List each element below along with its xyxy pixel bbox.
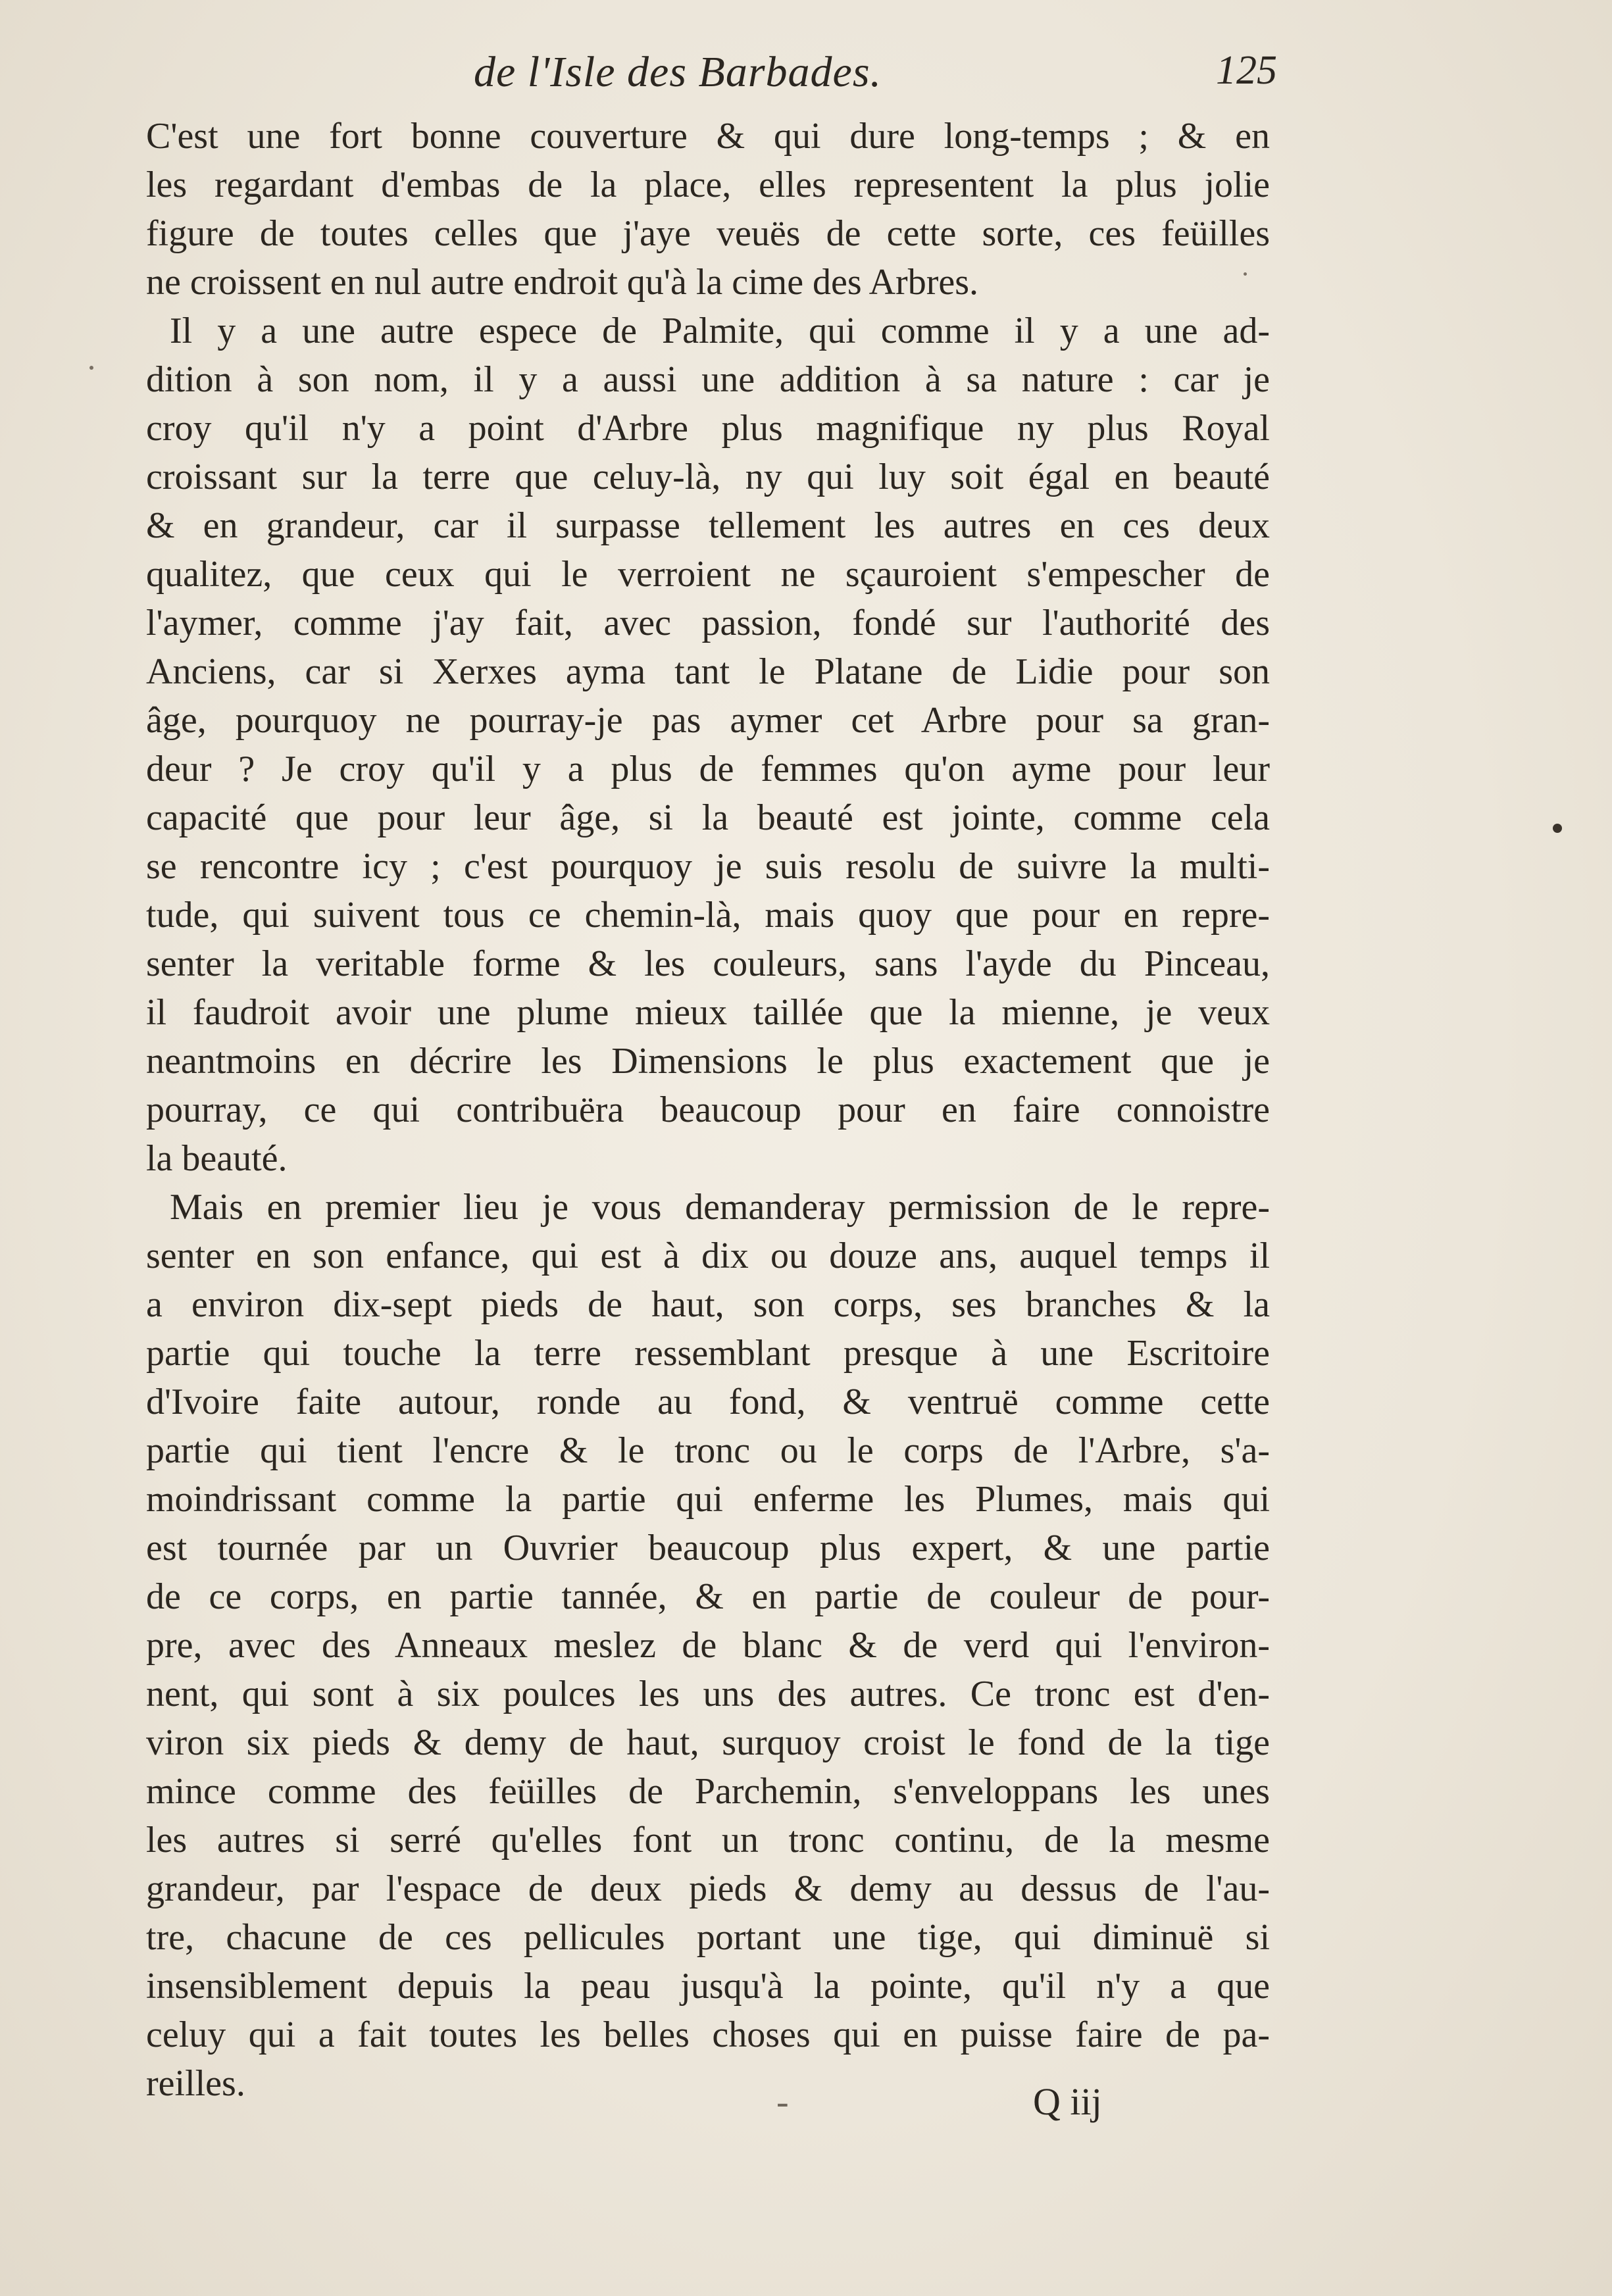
text-line: capacité que pour leur âge, si la beauté est jointe, comme cela — [146, 797, 1270, 838]
text-line: & en grandeur, car il surpasse tellement les autres en ces deux — [146, 505, 1270, 546]
text-line: senter en son enfance, qui est à dix ou douze ans, auquel temps il — [146, 1235, 1270, 1276]
text-line: les autres si serré qu'elles font un tronc continu, de la mesme — [146, 1820, 1270, 1860]
text-line: deur ? Je croy qu'il y a plus de femmes qu'on ayme pour leur — [146, 749, 1270, 789]
ink-speck — [1553, 824, 1562, 833]
text-line: âge, pourquoy ne pourray-je pas aymer cet Arbre pour sa gran- — [146, 700, 1270, 741]
text-line: neantmoins en décrire les Dimensions le plus exactement que je — [146, 1041, 1270, 1082]
ink-speck — [89, 366, 93, 370]
page-number: 125 — [1216, 48, 1277, 93]
text-line: ne croissent en nul autre endroit qu'à la cime des Arbres. — [146, 262, 979, 303]
text-line: pourray, ce qui contribuëra beaucoup pour en faire connoistre — [146, 1089, 1270, 1130]
page-footer — [0, 2078, 1612, 2130]
text-line: pre, avec des Anneaux meslez de blanc & de verd qui l'environ- — [146, 1625, 1270, 1666]
text-line: partie qui touche la terre ressemblant presque à une Escritoire — [146, 1333, 1270, 1374]
text-line: dition à son nom, il y a aussi une addition à sa nature : car je — [146, 359, 1270, 400]
text-line: Mais en premier lieu je vous demanderay permission de le repre- — [170, 1187, 1270, 1228]
signature-mark: Q iij — [1033, 2080, 1102, 2123]
text-line: la beauté. — [146, 1138, 288, 1179]
footer-dash: - — [776, 2082, 789, 2122]
text-line: figure de toutes celles que j'aye veuës de cette sorte, ces feüilles — [146, 213, 1270, 254]
text-line: nent, qui sont à six poulces les uns des autres. Ce tronc est d'en- — [146, 1674, 1270, 1714]
text-line: Anciens, car si Xerxes ayma tant le Platane de Lidie pour son — [146, 651, 1270, 692]
text-line: tre, chacune de ces pellicules portant une tige, qui diminuë si — [146, 1917, 1270, 1958]
text-line: l'aymer, comme j'ay fait, avec passion, fondé sur l'authorité des — [146, 603, 1270, 643]
text-line: reilles. — [146, 2063, 245, 2104]
text-line: Il y a une autre espece de Palmite, qui comme il y a une ad- — [170, 311, 1270, 351]
text-line: C'est une fort bonne couverture & qui dure long-temps ; & en — [146, 116, 1270, 157]
text-line: se rencontre icy ; c'est pourquoy je suis resolu de suivre la multi- — [146, 846, 1270, 887]
text-line: partie qui tient l'encre & le tronc ou le corps de l'Arbre, s'a- — [146, 1430, 1270, 1471]
page-header — [0, 47, 1612, 100]
text-line: les regardant d'embas de la place, elles representent la plus jolie — [146, 164, 1270, 205]
text-line: mince comme des feüilles de Parchemin, s'enveloppans les unes — [146, 1771, 1270, 1812]
text-line: d'Ivoire faite autour, ronde au fond, & ventruë comme cette — [146, 1382, 1270, 1422]
text-line: est tournée par un Ouvrier beaucoup plus expert, & une partie — [146, 1528, 1270, 1568]
text-line: moindrissant comme la partie qui enferme les Plumes, mais qui — [146, 1479, 1270, 1520]
text-line: croy qu'il n'y a point d'Arbre plus magnifique ny plus Royal — [146, 408, 1270, 449]
running-title: de l'Isle des Barbades. — [474, 48, 882, 96]
text-line: qualitez, que ceux qui le verroient ne sçauroient s'empescher de — [146, 554, 1270, 595]
text-line: de ce corps, en partie tannée, & en partie de couleur de pour- — [146, 1576, 1270, 1617]
text-line: tude, qui suivent tous ce chemin-là, mais quoy que pour en repre- — [146, 895, 1270, 936]
text-line: croissant sur la terre que celuy-là, ny qui luy soit égal en beauté — [146, 457, 1270, 497]
text-line: il faudroit avoir une plume mieux taillée que la mienne, je veux — [146, 992, 1270, 1033]
text-line: celuy qui a fait toutes les belles choses qui en puisse faire de pa- — [146, 2014, 1270, 2055]
text-line: senter la veritable forme & les couleurs, sans l'ayde du Pinceau, — [146, 943, 1270, 984]
text-line: a environ dix-sept pieds de haut, son corps, ses branches & la — [146, 1284, 1270, 1325]
text-line: viron six pieds & demy de haut, surquoy croist le fond de la tige — [146, 1722, 1270, 1763]
ink-speck — [1244, 272, 1247, 276]
text-line: grandeur, par l'espace de deux pieds & demy au dessus de l'au- — [146, 1868, 1270, 1909]
text-line: insensiblement depuis la peau jusqu'à la pointe, qu'il n'y a que — [146, 1966, 1270, 2007]
